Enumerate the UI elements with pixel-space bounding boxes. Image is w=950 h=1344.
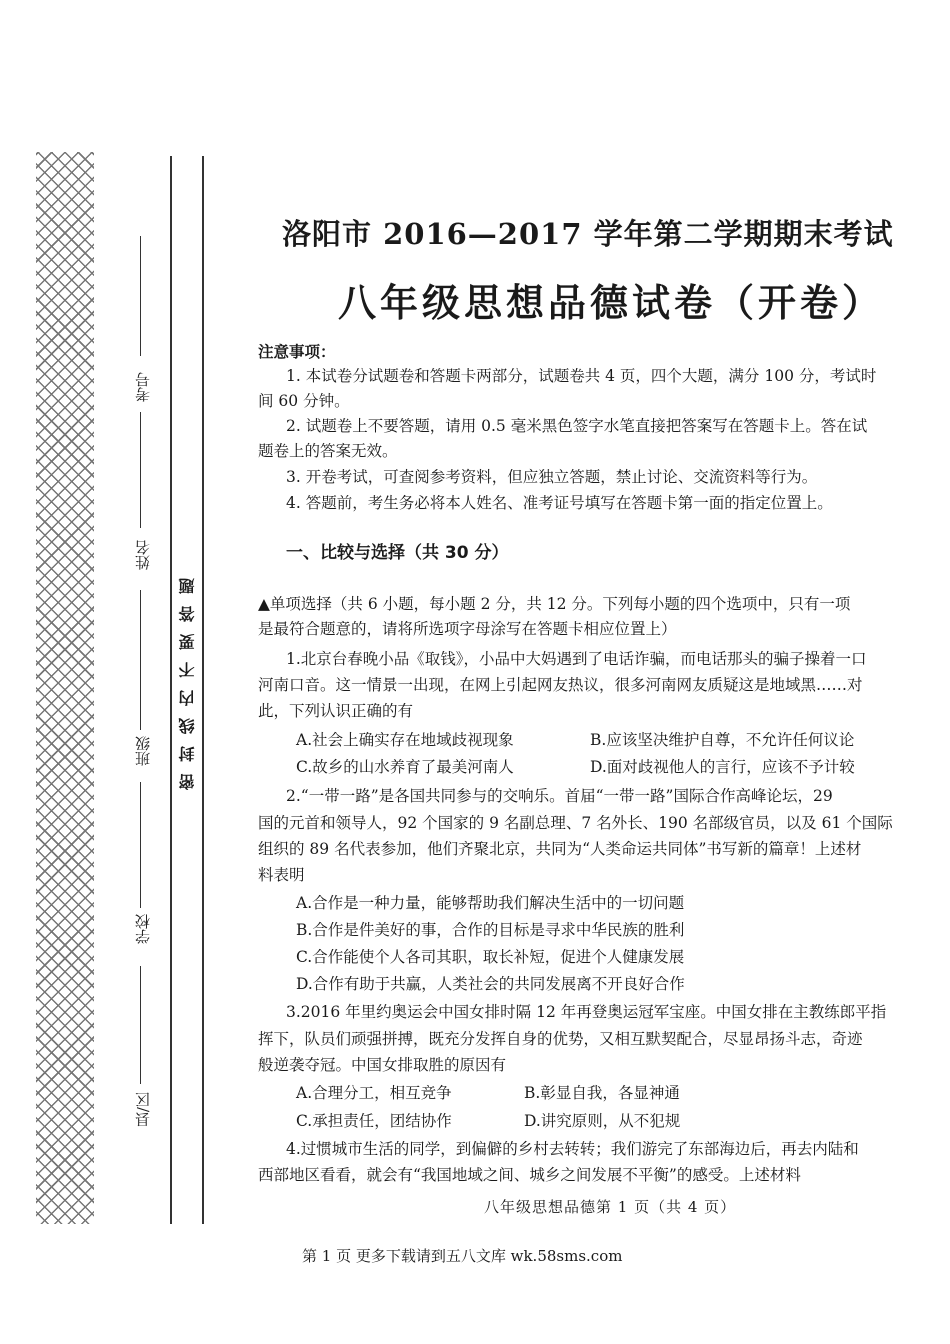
question-stem: 国的元首和领导人，92 个国家的 9 名副总理、7 名外长、190 名部级官员，以及 61 个国际 <box>258 814 893 832</box>
question-stem: 此，下列认识正确的有 <box>258 702 414 720</box>
section-instruction: 是最符合题意的，请将所选项字母涂写在答题卡相应位置上） <box>258 620 677 638</box>
exam-no-label: 考号 <box>134 372 152 402</box>
question-stem: 西部地区看看，就会有“我国地域之间、城乡之间发展不平衡”的感受。上述材料 <box>258 1166 801 1184</box>
notice-line: 4. 答题前，考生务必将本人姓名、准考证号填写在答题卡第一面的指定位置上。 <box>286 494 833 512</box>
option-d: D.讲究原则，从不犯规 <box>524 1112 681 1130</box>
notice-line: 1. 本试卷分试题卷和答题卡两部分，试题卷共 4 页，四个大题，满分 100 分，考试时 <box>286 367 877 385</box>
section-instruction: ▲单项选择（共 6 小题，每小题 2 分，共 12 分。下列每小题的四个选项中，只有一项 <box>258 595 851 613</box>
notice-line: 间 60 分钟。 <box>258 392 350 410</box>
option-a: A.合理分工，相互竞争 <box>296 1084 452 1102</box>
notice-line: 题卷上的答案无效。 <box>258 442 398 460</box>
question-stem: 料表明 <box>258 866 305 884</box>
option-b: B.应该坚决维护自尊，不允许任何议论 <box>590 731 855 749</box>
class-label: 班级 <box>134 736 152 766</box>
name-field[interactable] <box>140 412 141 528</box>
option-c: C.承担责任，团结协作 <box>296 1112 452 1130</box>
option-a: A.合作是一种力量，能够帮助我们解决生活中的一切问题 <box>296 894 685 912</box>
page-footer: 八年级思想品德第 1 页（共 4 页） <box>484 1198 737 1216</box>
exam-title: 洛阳市 2016—2017 学年第二学期期末考试 <box>282 217 894 251</box>
question-stem: 般逆袭夺冠。中国女排取胜的原因有 <box>258 1056 507 1074</box>
option-a: A.社会上确实存在地域歧视现象 <box>296 731 514 749</box>
site-footer: 第 1 页 更多下载请到五八文库 wk.58sms.com <box>302 1247 623 1265</box>
section-heading: 一、比较与选择（共 30 分） <box>286 543 509 563</box>
option-c: C.故乡的山水养育了最美河南人 <box>296 758 514 776</box>
binding-pattern <box>36 152 94 1224</box>
notice-line: 3. 开卷考试，可查阅参考资料，但应独立答题，禁止讨论、交流资料等行为。 <box>286 468 818 486</box>
seal-line-notice: 密封线内不要答题 <box>178 566 197 790</box>
class-field[interactable] <box>140 590 141 730</box>
county-label: 县/区 <box>134 1092 152 1128</box>
binding-line-left <box>170 156 172 1224</box>
binding-line-right <box>202 156 204 1224</box>
question-stem: 4.过惯城市生活的同学，到偏僻的乡村去转转；我们游完了东部海边后，再去内陆和 <box>286 1140 859 1158</box>
school-field[interactable] <box>140 782 141 908</box>
name-label: 姓名 <box>134 540 152 570</box>
question-stem: 1.北京台春晚小品《取钱》，小品中大妈遇到了电话诈骗，而电话那头的骗子操着一口 <box>286 650 867 668</box>
question-stem: 河南口音。这一情景一出现，在网上引起网友热议，很多河南网友质疑这是地域黑……对 <box>258 676 863 694</box>
question-stem: 挥下，队员们顽强拼搏，既充分发挥自身的优势，又相互默契配合，尽显昂扬斗志，奇迹 <box>258 1030 863 1048</box>
option-c: C.合作能使个人各司其职，取长补短，促进个人健康发展 <box>296 948 685 966</box>
option-b: B.合作是件美好的事，合作的目标是寻求中华民族的胜利 <box>296 921 685 939</box>
exam-no-field[interactable] <box>140 236 141 356</box>
option-b: B.彰显自我，各显神通 <box>524 1084 680 1102</box>
option-d: D.面对歧视他人的言行，应该不予计较 <box>590 758 855 776</box>
county-field[interactable] <box>140 966 141 1084</box>
paper-subtitle: 八年级思想品德试卷（开卷） <box>338 281 885 325</box>
question-stem: 组织的 89 名代表参加，他们齐聚北京，共同为“人类命运共同体”书写新的篇章！上述材 <box>258 840 862 858</box>
question-stem: 3.2016 年里约奥运会中国女排时隔 12 年再登奥运冠军宝座。中国女排在主教练郎平指 <box>286 1003 887 1021</box>
option-d: D.合作有助于共赢，人类社会的共同发展离不开良好合作 <box>296 975 685 993</box>
notice-line: 2. 试题卷上不要答题，请用 0.5 毫米黑色签字水笔直接把答案写在答题卡上。答在试 <box>286 417 868 435</box>
notice-heading: 注意事项： <box>258 342 336 361</box>
question-stem: 2.“一带一路”是各国共同参与的交响乐。首届“一带一路”国际合作高峰论坛，29 <box>286 787 833 805</box>
school-label: 学校 <box>134 914 152 944</box>
